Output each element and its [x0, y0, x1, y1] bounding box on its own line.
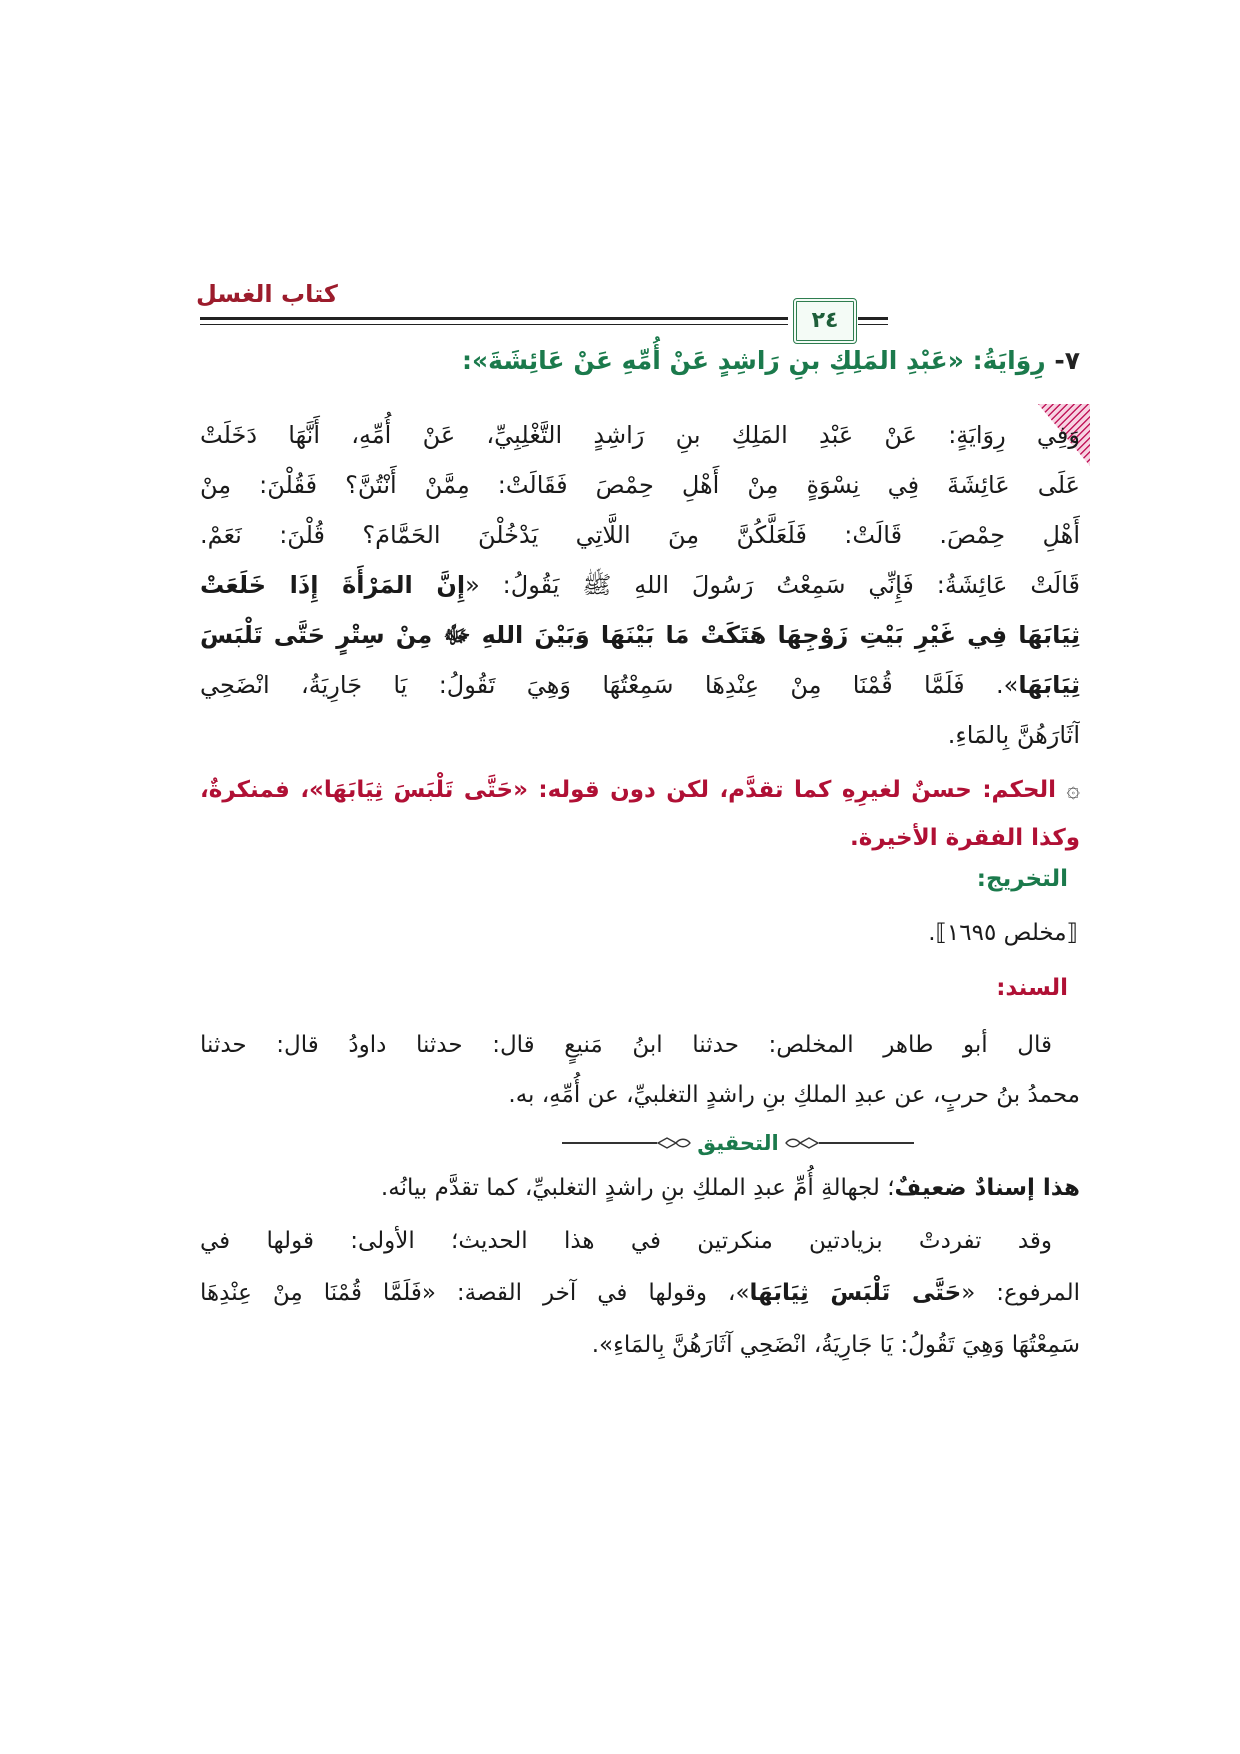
notes-quote-bold: حَتَّى تَلْبَسَ ثِيَابَهَا	[749, 1280, 962, 1306]
divider-line	[819, 1142, 914, 1144]
verdict-bold: هذا إسنادٌ ضعيفٌ	[894, 1175, 1080, 1201]
narration-heading	[462, 346, 1080, 375]
narration-label: رِوَايَةُ:	[972, 346, 1046, 375]
notes-paragraph	[200, 1215, 1080, 1371]
tahqiq-divider	[562, 1127, 914, 1159]
header-chapter-title: كتاب الغسل	[196, 280, 338, 308]
ruling-line	[200, 766, 1080, 814]
takhrij-heading: التخريج:	[976, 866, 1068, 892]
page-number-box	[793, 298, 857, 344]
narration-title: «عَبْدِ المَلِكِ بنِ رَاشِدٍ عَنْ أُمِّهِ عَنْ عَائِشَةَ»:	[462, 346, 964, 375]
notes-line: سَمِعْتُهَا وَهِيَ تَقُولُ: يَا جَارِيَةُ، انْضَحِي آثَارَهُنَّ بِالمَاءِ».	[591, 1332, 1080, 1358]
hadith-line: آثَارَهُنَّ بِالمَاءِ.	[947, 721, 1080, 749]
tahqiq-heading: التحقيق	[697, 1131, 779, 1155]
hadith-text	[200, 410, 1080, 760]
divider-line	[562, 1142, 657, 1144]
hadith-prophetic-text: ثِيَابَهَا	[1018, 671, 1080, 699]
notes-line	[200, 1267, 1080, 1319]
notes-text: المرفوع: «	[961, 1280, 1080, 1306]
header-rule-short	[858, 317, 888, 325]
hadith-line: عَلَى عَائِشَةَ فِي نِسْوَةٍ مِنْ أَهْلِ حِمْصَ فَقَالَتْ: مِمَّنْ أَنْتُنَّ؟ فَقُلْنَ: مِنْ	[200, 471, 1080, 499]
sanad-line: قال أبو طاهر المخلص: حدثنا ابنُ مَنيعٍ قال: حدثنا داودُ قال: حدثنا	[200, 1032, 1052, 1058]
ruling-paragraph	[200, 766, 1080, 862]
hadith-line: أَهْلِ حِمْصَ. قَالَتْ: فَلَعَلَّكُنَّ مِنَ اللَّاتِي يَدْخُلْنَ الحَمَّامَ؟ قُلْنَ: نَعَمْ.	[200, 521, 1080, 549]
verdict-text: ؛ لجهالةِ أُمِّ عبدِ الملكِ بنِ راشدٍ التغلبيِّ، كما تقدَّم بيانُه.	[380, 1175, 895, 1201]
verdict-paragraph	[200, 1163, 1080, 1213]
hadith-line: وَفِي رِوَايَةٍ: عَنْ عَبْدِ المَلِكِ بنِ رَاشِدٍ التَّغْلِبِيِّ، عَنْ أُمِّهِ، أَنَّهَا دَخَلَتْ	[200, 421, 1080, 449]
hadith-narration-text: ». فَلَمَّا قُمْنَا مِنْ عِنْدِهَا سَمِعْتُهَا وَهِيَ تَقُولُ: يَا جَارِيَةُ، انْضَحِي	[200, 671, 1019, 699]
ruling-line: وكذا الفقرة الأخيرة.	[850, 825, 1080, 851]
page-number: ٢٤	[811, 308, 839, 333]
verdict-line	[200, 1163, 1080, 1213]
hadith-prophetic-text: إِنَّ المَرْأَةَ إِذَا خَلَعَتْ	[200, 571, 466, 599]
hadith-narration-text: قَالَتْ عَائِشَةُ: فَإِنِّي سَمِعْتُ رَسُولَ اللهِ ﷺ يَقُولُ: «	[465, 571, 1080, 599]
notes-text: »، وقولها في آخر القصة: «فَلَمَّا قُمْنَا مِنْ عِنْدِهَا	[200, 1280, 750, 1306]
ornament-icon	[657, 1136, 691, 1150]
narration-number: ٧-	[1054, 346, 1080, 375]
sanad-line: محمدُ بنُ حربٍ، عن عبدِ الملكِ بنِ راشدٍ التغلبيِّ، عن أُمِّهِ، به.	[508, 1082, 1080, 1108]
sanad-heading: السند:	[996, 975, 1068, 1001]
header-rule	[200, 317, 788, 325]
notes-line: وقد تفردتْ بزيادتين منكرتين في هذا الحديث؛ الأولى: قولها في	[200, 1228, 1052, 1254]
takhrij-reference: ⟦مخلص ١٦٩٥⟧.	[928, 920, 1078, 946]
hadith-line	[200, 560, 1080, 610]
ruling-label: الحكم:	[982, 777, 1057, 803]
hadith-line: ثِيَابَهَا فِي غَيْرِ بَيْتِ زَوْجِهَا هَتَكَتْ مَا بَيْنَهَا وَبَيْنَ اللهِ ﷻ مِنْ سِتْرٍ حَتَّى تَلْبَسَ	[200, 621, 1080, 649]
flower-icon: ۞	[1066, 777, 1080, 803]
sanad-paragraph	[200, 1020, 1080, 1120]
hadith-line	[200, 660, 1080, 710]
ruling-text: حسنٌ لغيرِهِ كما تقدَّم، لكن دون قوله: «حَتَّى تَلْبَسَ ثِيَابَهَا»، فمنكرةٌ،	[200, 777, 972, 803]
ornament-icon	[785, 1136, 819, 1150]
